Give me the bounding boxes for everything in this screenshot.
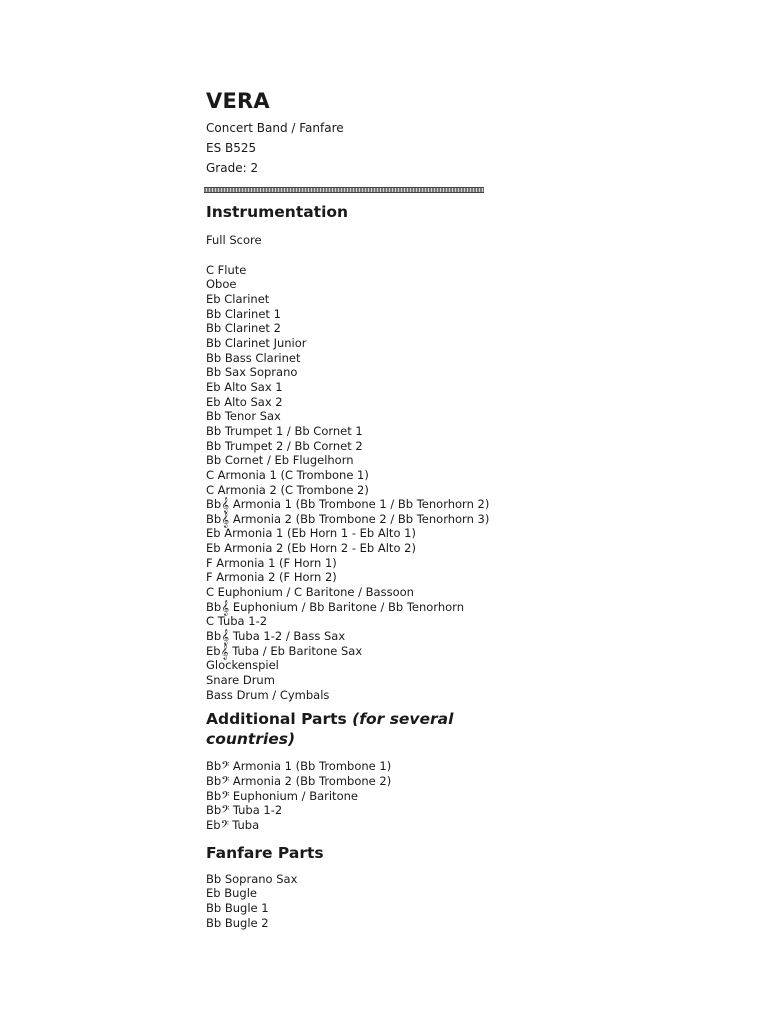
part-key-prefix: Bb [206,629,222,644]
part-key-prefix: Eb [206,643,221,658]
list-item [206,483,506,498]
additional-parts-subheading: (for several countries) [206,710,454,749]
grade-line: Grade: 2 [206,161,259,175]
part-name: Armonia 1 (Bb Trombone 1 / Bb Tenorhorn 2) [232,497,490,512]
part-name: Eb Clarinet [206,291,270,306]
catalog-code: ES B525 [206,141,257,155]
list-item [206,673,506,688]
part-name: Bb Sax Soprano [206,365,298,380]
list-item [206,453,506,468]
list-item [206,263,506,278]
list-item [206,585,506,600]
part-name: Tuba / Eb Baritone Sax [232,643,363,658]
part-name: C Armonia 1 (C Trombone 1) [206,467,369,482]
part-name: Snare Drum [206,673,275,688]
bass-clef-icon: 𝄢 [221,760,230,776]
part-name: Bass Drum / Cymbals [206,687,330,702]
list-item [206,629,506,644]
additional-parts-heading [206,709,506,749]
part-name: Euphonium / Bb Baritone / Bb Tenorhorn [232,599,464,614]
part-name: Armonia 2 (Bb Trombone 2 / Bb Tenorhorn 3) [232,511,490,526]
treble-clef-icon: 𝄞 [221,498,230,514]
list-item [206,759,506,774]
part-name: Glockenspiel [206,658,279,673]
bass-clef-icon: 𝄢 [220,818,229,834]
part-key-prefix: Bb [206,774,222,788]
list-item [206,424,506,439]
list-item [206,497,506,512]
instrumentation-list [206,263,506,703]
part-name: Bb Bugle 2 [206,915,269,930]
additional-parts-list [206,759,506,832]
bass-clef-icon: 𝄢 [221,789,230,805]
list-item [206,526,506,541]
divider-rule [204,187,484,193]
treble-clef-icon: 𝄞 [221,512,230,528]
list-item [206,439,506,454]
list-item [206,658,506,673]
list-item [206,512,506,527]
list-item [206,803,506,818]
part-name: Armonia 2 (Bb Trombone 2) [232,774,392,788]
part-key-prefix: Bb [206,497,222,512]
part-name: Bb Bugle 1 [206,900,269,915]
list-item [206,292,506,307]
part-name: Bb Cornet / Eb Flugelhorn [206,453,354,468]
part-name: Oboe [206,277,237,292]
list-item [206,409,506,424]
list-item [206,541,506,556]
full-score-line: Full Score [206,233,262,247]
list-item [206,916,506,931]
part-name: Euphonium / Baritone [232,788,358,803]
list-item [206,395,506,410]
part-key-prefix: Eb [206,817,221,832]
list-item [206,365,506,380]
list-item [206,818,506,833]
part-name: Bb Clarinet Junior [206,335,307,350]
bass-clef-icon: 𝄢 [221,804,230,820]
list-item [206,789,506,804]
treble-clef-icon: 𝄞 [220,644,229,660]
part-name: Eb Bugle [206,886,257,901]
part-name: Tuba 1-2 [232,803,283,818]
part-name: C Euphonium / C Baritone / Bassoon [206,585,414,600]
part-name: F Armonia 1 (F Horn 1) [206,555,337,570]
piece-title: VERA [206,89,270,113]
part-name: F Armonia 2 (F Horn 2) [206,570,337,585]
list-item [206,336,506,351]
part-name: Eb Armonia 1 (Eb Horn 1 - Eb Alto 1) [206,526,416,541]
list-item [206,886,506,901]
part-name: Bb Trumpet 2 / Bb Cornet 2 [206,438,363,453]
list-item [206,307,506,322]
category-line: Concert Band / Fanfare [206,121,344,135]
part-name: Eb Alto Sax 2 [206,394,283,409]
part-name: Eb Alto Sax 1 [206,379,283,394]
additional-parts-label: Additional Parts [206,710,347,729]
part-name: Bb Clarinet 1 [206,306,281,321]
part-name: Bb Clarinet 2 [206,321,281,336]
part-name: Bb Soprano Sax [206,871,298,886]
part-key-prefix: Bb [206,803,222,818]
part-name: C Armonia 2 (C Trombone 2) [206,482,369,497]
part-name: Armonia 1 (Bb Trombone 1) [232,759,392,774]
part-name: Eb Armonia 2 (Eb Horn 2 - Eb Alto 2) [206,541,416,556]
list-item [206,321,506,336]
part-name: Bb Trumpet 1 / Bb Cornet 1 [206,423,363,438]
part-name: Bb Tenor Sax [206,409,281,424]
list-item [206,872,506,887]
list-item [206,901,506,916]
part-name: C Flute [206,262,247,277]
list-item [206,556,506,571]
fanfare-parts-heading: Fanfare Parts [206,843,324,862]
treble-clef-icon: 𝄞 [221,630,230,646]
document-page [206,88,506,930]
list-item [206,570,506,585]
list-item [206,277,506,292]
fanfare-parts-list [206,872,506,931]
part-key-prefix: Bb [206,511,222,526]
part-key-prefix: Bb [206,599,222,614]
list-item [206,468,506,483]
part-name: Tuba 1-2 / Bass Sax [232,629,346,644]
list-item [206,644,506,659]
list-item [206,614,506,629]
part-key-prefix: Bb [206,759,222,774]
list-item [206,380,506,395]
part-name: Tuba [232,817,260,832]
part-name: Bb Bass Clarinet [206,350,301,365]
part-key-prefix: Bb [206,788,222,803]
instrumentation-heading: Instrumentation [206,203,349,221]
list-item [206,600,506,615]
part-name: C Tuba 1-2 [206,614,268,629]
list-item [206,351,506,366]
bass-clef-icon: 𝄢 [221,775,230,790]
list-item [206,688,506,703]
list-item [206,774,506,789]
treble-clef-icon: 𝄞 [221,600,230,616]
